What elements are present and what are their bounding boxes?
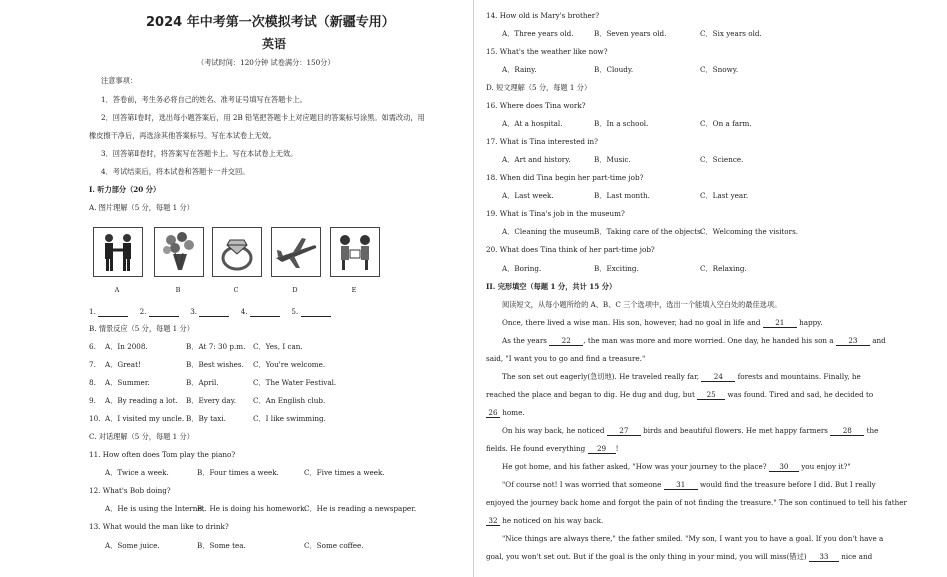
- option-a[interactable]: A．Great!: [105, 360, 141, 369]
- option-a[interactable]: A．Twice a week.: [105, 468, 169, 477]
- passage-text: goal, you won't set out. But if the goal is the only thing in your mind, you will miss(错过): [486, 552, 807, 561]
- exam-info: （考试时间：120分钟 试卷满分：150分）: [197, 58, 335, 67]
- picture-answer-blanks: [89, 307, 331, 317]
- question-number: 9.: [89, 396, 96, 405]
- part2-heading: II. 完形填空（每题 1 分，共计 15 分）: [486, 282, 617, 291]
- cloze-blank-33[interactable]: 33: [809, 552, 839, 562]
- option-c[interactable]: C．Six years old.: [700, 29, 762, 38]
- option-a[interactable]: A．He is using the Internet.: [105, 504, 207, 513]
- passage-line: "Nice things are always there," the father smiled. "My son, I want you to have a goal. If you don't have a: [502, 534, 884, 543]
- option-c[interactable]: C．Five times a week.: [304, 468, 385, 477]
- part1-heading: Ⅰ. 听力部分（20 分）: [89, 185, 161, 194]
- cloze-blank-32[interactable]: 32: [486, 516, 500, 526]
- option-b[interactable]: B．Exciting.: [594, 264, 639, 273]
- option-b[interactable]: B．Every day.: [186, 396, 237, 405]
- passage-text: He got home, and his father asked, "How was your journey to the place?: [502, 462, 767, 471]
- answer-blank[interactable]: [149, 307, 179, 317]
- question-number: 6.: [89, 342, 96, 351]
- picture-b: [154, 227, 204, 277]
- passage-line: [502, 318, 823, 328]
- picture-d: [271, 227, 321, 277]
- option-c[interactable]: C．Science.: [700, 155, 744, 164]
- answer-number: 4.: [240, 307, 248, 316]
- cloze-blank-29[interactable]: 29: [588, 444, 616, 454]
- passage-line: [502, 336, 886, 346]
- option-b[interactable]: B．Best wishes.: [186, 360, 244, 369]
- note-4: 4．考试结束后，将本试卷和答题卡一并交回。: [101, 167, 250, 176]
- answer-number: 2.: [139, 307, 147, 316]
- option-b[interactable]: B．Four times a week.: [197, 468, 279, 477]
- question-text: 17. What is Tina interested in?: [486, 137, 599, 146]
- option-a[interactable]: A．Last week.: [502, 191, 554, 200]
- cloze-blank-22[interactable]: 22: [549, 336, 583, 346]
- picture-c-label: C: [233, 286, 239, 294]
- passage-line: enjoyed the journey back home and forgot the pain of not finding the treasure." The son continued to tell his father: [486, 498, 907, 507]
- option-a[interactable]: A．Art and history.: [502, 155, 571, 164]
- option-b[interactable]: B．Taking care of the objects.: [594, 227, 704, 236]
- cloze-blank-26[interactable]: 26: [486, 408, 500, 418]
- passage-text: happy.: [799, 318, 823, 327]
- option-b[interactable]: B．Last month.: [594, 191, 650, 200]
- option-c[interactable]: C．Welcoming the visitors.: [700, 227, 799, 236]
- option-a[interactable]: A．Summer.: [105, 378, 150, 387]
- picture-b-label: B: [175, 286, 181, 294]
- airplane-picture-icon: [272, 228, 320, 276]
- option-c[interactable]: C．Snowy.: [700, 65, 739, 74]
- question-text: 14. How old is Mary's brother?: [486, 11, 600, 20]
- passage-text: would find the treasure before I did. But I really: [700, 480, 876, 489]
- cloze-blank-27[interactable]: 27: [607, 426, 641, 436]
- option-b[interactable]: B．Cloudy.: [594, 65, 634, 74]
- option-c[interactable]: C．Last year.: [700, 191, 749, 200]
- option-c[interactable]: C．Relaxing.: [700, 264, 747, 273]
- passage-text: was found. Tired and sad, he decided to: [727, 390, 874, 399]
- option-b[interactable]: B．Some tea.: [197, 541, 246, 550]
- picture-e-label: E: [351, 286, 357, 294]
- note-2-cont: 橡皮擦干净后，再选涂其他答案标号。写在本试卷上无效。: [89, 131, 276, 140]
- passage-text: nice and: [841, 552, 873, 561]
- subject-title: 英语: [262, 37, 287, 51]
- question-text: 20. What does Tina think of her part-time job?: [486, 245, 655, 254]
- option-a[interactable]: A．Cleaning the museum.: [502, 227, 597, 236]
- passage-line: [502, 462, 851, 472]
- option-c[interactable]: C．Some coffee.: [304, 541, 364, 550]
- option-a[interactable]: A．By reading a lot.: [105, 396, 178, 405]
- passage-line: [486, 390, 873, 400]
- passage-text: and: [872, 336, 886, 345]
- picture-a-label: A: [114, 286, 120, 294]
- answer-number: 1.: [89, 307, 96, 316]
- passage-line: [486, 552, 872, 562]
- question-text: 11. How often does Tom play the piano?: [89, 450, 236, 459]
- option-a[interactable]: A．Rainy.: [502, 65, 537, 74]
- note-1: 1．答卷前，考生务必将自己的姓名、准考证号填写在答题卡上。: [101, 95, 307, 104]
- question-text: 15. What's the weather like now?: [486, 47, 608, 56]
- sectionB-heading: B. 情景反应（5 分，每题 1 分）: [89, 324, 194, 333]
- cloze-blank-24[interactable]: 24: [701, 372, 735, 382]
- cloze-blank-21[interactable]: 21: [763, 318, 797, 328]
- answer-blank[interactable]: [301, 307, 331, 317]
- question-text: 16. Where does Tina work?: [486, 101, 586, 110]
- passage-text: he noticed on his way back.: [502, 516, 604, 525]
- answer-number: 5.: [291, 307, 299, 316]
- question-number: 8.: [89, 378, 96, 387]
- cloze-blank-28[interactable]: 28: [830, 426, 864, 436]
- sectionC-heading: C. 对话理解（5 分，每题 1 分）: [89, 432, 194, 441]
- passage-text: fields. He found everything: [486, 444, 586, 453]
- passage-text: On his way back, he noticed: [502, 426, 605, 435]
- passage-line: [502, 372, 861, 382]
- passage-text: , the man was more and more worried. One day, he handed his son a: [583, 336, 834, 345]
- passage-line: [486, 408, 525, 418]
- passage-text: !: [615, 444, 619, 453]
- picture-a: [93, 227, 143, 277]
- option-c[interactable]: C．I like swimming.: [253, 414, 326, 423]
- passage-text: The son set out eagerly(急切地). He traveled really far,: [502, 372, 700, 381]
- cloze-blank-25[interactable]: 25: [697, 390, 725, 400]
- handshake-picture-icon: [94, 228, 142, 276]
- column-divider: [473, 0, 474, 577]
- passage-line: [486, 444, 618, 454]
- answer-blank[interactable]: [98, 307, 128, 317]
- passage-text: "Of course not! I was worried that someone: [502, 480, 662, 489]
- option-a[interactable]: A．Three years old.: [502, 29, 574, 38]
- note-2: 2．回答第Ⅰ卷时，选出每小题答案后，用 2B 铅笔把答题卡上对应题目的答案标号涂黑。如需改动，用: [101, 113, 425, 122]
- option-a[interactable]: A．In 2008.: [105, 342, 148, 351]
- notes-heading: 注意事项：: [101, 76, 137, 85]
- picture-e: [330, 227, 380, 277]
- cloze-blank-31[interactable]: 31: [664, 480, 698, 490]
- option-b[interactable]: B．April.: [186, 378, 219, 387]
- option-b[interactable]: B．In a school.: [594, 119, 649, 128]
- diamond-ring-picture-icon: [213, 228, 261, 276]
- option-a[interactable]: A．Some juice.: [105, 541, 160, 550]
- question-text: 13. What would the man like to drink?: [89, 522, 229, 531]
- question-number: 10.: [89, 414, 101, 423]
- option-a[interactable]: A．I visited my uncle.: [105, 414, 185, 423]
- cloze-blank-30[interactable]: 30: [769, 462, 799, 472]
- option-b[interactable]: B．Music.: [594, 155, 631, 164]
- passage-text: the: [866, 426, 879, 435]
- option-b[interactable]: B．At 7: 30 p.m.: [186, 342, 246, 351]
- passage-text: you enjoy it?": [801, 462, 851, 471]
- picture-c: [212, 227, 262, 277]
- question-text: 19. What is Tina's job in the museum?: [486, 209, 625, 218]
- passage-line: said, "I want you to go and find a treasure.": [486, 354, 646, 363]
- sectionA-heading: A. 图片理解（5 分，每题 1 分）: [89, 203, 194, 212]
- answer-number: 3.: [190, 307, 198, 316]
- passage-text: home.: [502, 408, 525, 417]
- option-c[interactable]: C．He is reading a newspaper.: [304, 504, 417, 513]
- cloze-blank-23[interactable]: 23: [836, 336, 870, 346]
- picture-d-label: D: [292, 286, 298, 294]
- option-b[interactable]: B．By taxi.: [186, 414, 226, 423]
- answer-blank[interactable]: [250, 307, 280, 317]
- flower-bouquet-picture-icon: [155, 228, 203, 276]
- sectionD-heading: D. 短文理解（5 分，每题 1 分）: [486, 83, 592, 92]
- cloze-instruction: 阅读短文，从每小题所给的 A、B、C 三个选项中，选出一个能填入空白处的最佳选项。: [502, 300, 782, 309]
- exam-title: 2024 年中考第一次模拟考试（新疆专用）: [146, 15, 395, 30]
- option-c[interactable]: C．An English club.: [253, 396, 326, 405]
- option-c[interactable]: C．The Water Festival.: [253, 378, 337, 387]
- children-reading-picture-icon: [331, 228, 379, 276]
- passage-text: forests and mountains. Finally, he: [737, 372, 861, 381]
- passage-line: [502, 426, 878, 436]
- option-c[interactable]: C．On a farm.: [700, 119, 752, 128]
- question-number: 7.: [89, 360, 96, 369]
- answer-blank[interactable]: [199, 307, 229, 317]
- option-c[interactable]: C．You're welcome.: [253, 360, 326, 369]
- passage-text: Once, there lived a wise man. His son, however, had no goal in life and: [502, 318, 761, 327]
- note-3: 3．回答第Ⅱ卷时，将答案写在答题卡上。写在本试卷上无效。: [101, 149, 298, 158]
- passage-text: reached the place and began to dig. He dug and dug, but: [486, 390, 695, 399]
- option-b[interactable]: B．Seven years old.: [594, 29, 667, 38]
- passage-line: [502, 480, 876, 490]
- question-text: 12. What's Bob doing?: [89, 486, 171, 495]
- option-c[interactable]: C．Yes, I can.: [253, 342, 303, 351]
- passage-text: birds and beautiful flowers. He met happy farmers: [643, 426, 828, 435]
- passage-text: As the years: [502, 336, 547, 345]
- question-text: 18. When did Tina begin her part-time job?: [486, 173, 644, 182]
- passage-line: [486, 516, 603, 526]
- option-a[interactable]: A．Boring.: [502, 264, 542, 273]
- option-a[interactable]: A．At a hospital.: [502, 119, 563, 128]
- option-b[interactable]: B．He is doing his homework.: [197, 504, 307, 513]
